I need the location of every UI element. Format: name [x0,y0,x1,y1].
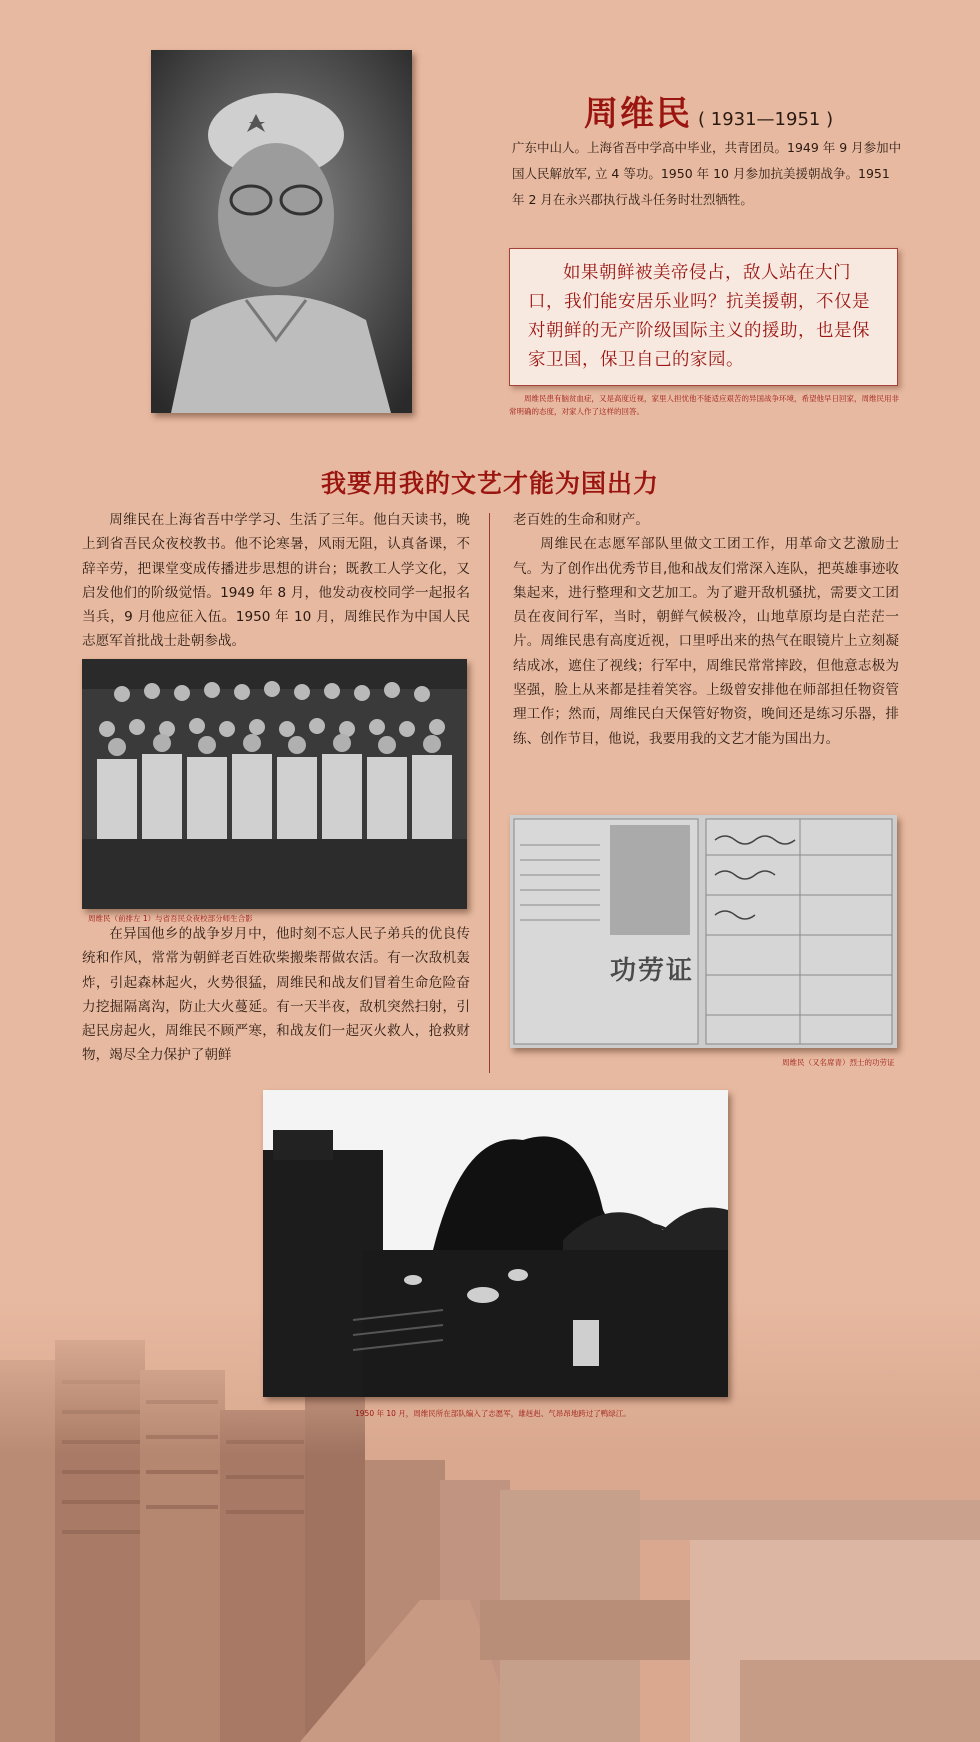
quote-note: 周维民患有脑贫血症，又是高度近视，家里人担忧他不能适应艰苦的异国战争环境，希望他早日回家，周维民用非常明确的态度，对家人作了这样的回答。 [509,394,899,416]
merit-certificate-photo [510,815,897,1048]
quote-text: 如果朝鲜被美帝侵占，敌人站在大门口，我们能安居乐业吗？抗美援朝，不仅是对朝鲜的无产阶级国际主义的援助，也是保家卫国，保卫自己的家园。 [528,263,870,370]
quote-box [509,248,898,386]
crossing-photo-caption: 1950 年 10 月，周维民所在部队编入了志愿军，雄赳赳、气昂昂地跨过了鸭绿江。 [355,1409,631,1418]
right-paragraph-2-text: 周维民在志愿军部队里做文工团工作，用革命文艺激励士气。为了创作出优秀节目,他和战友们常深入连队，把英雄事迹收集起来，进行整理和文艺加工。为了避开敌机骚扰，需要文工团员在夜间行军，当时，朝鲜气候极冷，山地草原均是白茫茫一片。周维民患有高度近视，口里呼出来的热气在眼镜片上立刻凝结成冰，遮住了视线；行军中，周维民常常摔跤，但他意志极为坚强，脸上从来都是挂着笑容。上级曾安排他在师部担任物资管理工作；然而，周维民白天保管好物资，晚间还是练习乐器，排练、创作节目，他说，我要用我的文艺才能为国出力。 [513,536,899,747]
left-paragraph-2 [82,922,470,1068]
hero-name: 周维民 [584,94,692,134]
portrait-photo [151,50,412,413]
left-paragraph-1-text: 周维民在上海省吾中学学习、生活了三年。他白天读书，晚上到省吾民众夜校教书。他不论寒暑，风雨无阻，认真备课，不辞辛劳，把课堂变成传播进步思想的讲台；既教工人学文化，又启发他们的阶级觉悟。1949 年 8 月，他发动夜校同学一起报名当兵，9 月他应征入伍。1950 年 10 月，周维民作为中国人民志愿军首批战士赴朝参战。 [82,512,470,650]
left-paragraph-1 [82,508,470,654]
section-title: 我要用我的文艺才能为国出力 [320,469,659,498]
biography-text: 广东中山人。上海省吾中学高中毕业，共青团员。1949 年 9 月参加中国人民解放军, 立 4 等功。1950 年 10 月参加抗美援朝战争。1951 年 2 月在永兴郡执行战斗任务时壮烈牺牲。 [512,140,902,207]
life-years: ( 1931—1951 ) [698,109,834,130]
certificate-title: 功劳证 [610,956,695,986]
group-photo [82,659,467,909]
right-paragraph-1-continuation: 老百姓的生命和财产。 [513,512,649,528]
certificate-caption: 周维民（又名席青）烈士的功劳证 [782,1058,895,1067]
crossing-yalu-photo [263,1090,728,1397]
left-paragraph-2-text: 在异国他乡的战争岁月中，他时刻不忘人民子弟兵的优良传统和作风，常常为朝鲜老百姓砍柴搬柴帮做农活。有一次敌机轰炸，引起森林起火，火势很猛，周维民和战友们冒着生命危险奋力挖掘隔离沟，防止大火蔓延。有一天半夜，敌机突然扫射，引起民房起火，周维民不顾严寒，和战友们一起灭火救人，抢救财物，竭尽全力保护了朝鲜 [82,926,470,1064]
name-line [584,86,833,135]
right-column-text [513,508,899,751]
column-divider [489,513,490,1073]
group-photo-caption: 周维民（前排左 1）与省吾民众夜校部分师生合影 [88,914,253,923]
